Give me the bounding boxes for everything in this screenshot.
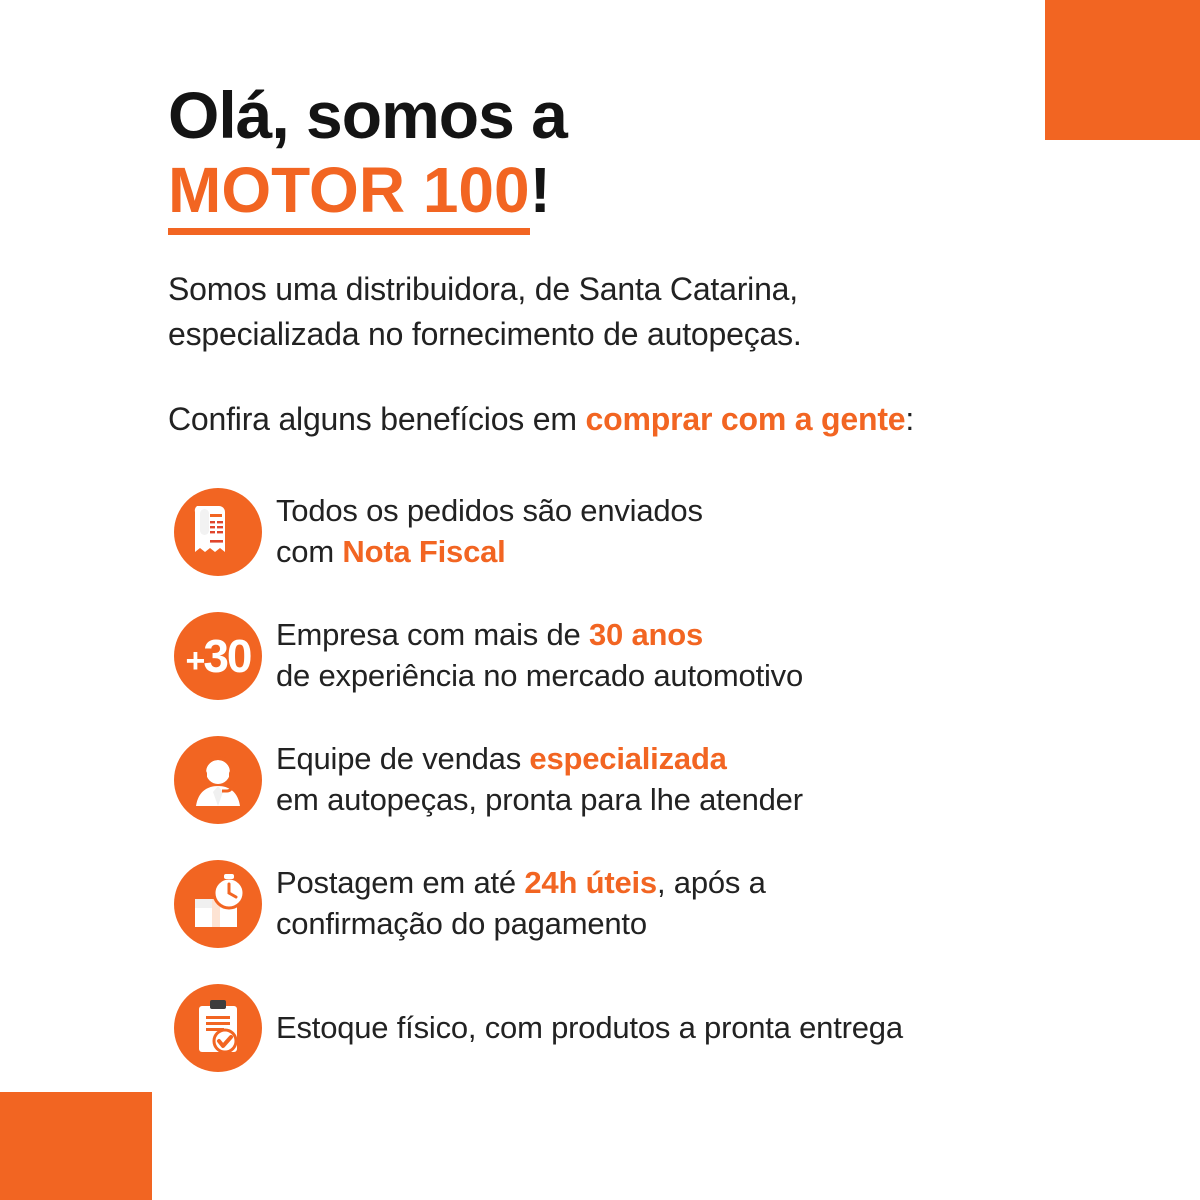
list-item: [168, 980, 1098, 1076]
page-title-line2: [168, 154, 1098, 227]
benefit-icon-wrap: [168, 860, 268, 948]
benefit-text: [268, 863, 766, 945]
list-item: [168, 856, 1098, 952]
benefit-text: [268, 615, 803, 697]
benefit-line2: confirmação do pagamento: [276, 906, 647, 942]
package-stopwatch-icon: [174, 860, 262, 948]
benefit-text: [268, 739, 803, 821]
benefit-line2: em autopeças, pronta para lhe atender: [276, 782, 803, 818]
benefits-lead-highlight: comprar com a gente: [585, 401, 906, 438]
intro-line2: especializada no fornecimento de autopeças.: [168, 315, 802, 352]
benefit-text: [268, 1008, 903, 1049]
benefit-line1-prefix: Empresa com mais de: [276, 617, 589, 653]
benefit-line1-suffix: , após a: [656, 865, 766, 901]
benefit-icon-wrap: [168, 984, 268, 1072]
benefit-line1: Estoque físico, com produtos a pronta entrega: [276, 1009, 903, 1045]
intro-line1: Somos uma distribuidora, de Santa Catarina,: [168, 270, 798, 307]
clipboard-check-icon: [174, 984, 262, 1072]
benefit-line2-prefix: com: [276, 534, 343, 570]
benefit-line1-prefix: Equipe de vendas: [276, 741, 530, 777]
benefit-icon-wrap: [168, 612, 268, 700]
benefit-line1-highlight: 24h úteis: [524, 865, 657, 901]
benefit-text: [268, 491, 703, 573]
benefit-line1-highlight: 30 anos: [589, 617, 704, 653]
list-item: [168, 732, 1098, 828]
benefit-line2-highlight: Nota Fiscal: [342, 534, 506, 570]
plus-30-badge-icon: [174, 612, 262, 700]
brand-name: MOTOR 100: [168, 154, 530, 235]
benefits-list: [168, 484, 1098, 1076]
benefit-line1-highlight: especializada: [529, 741, 727, 777]
list-item: [168, 484, 1098, 580]
page-title-line1: Olá, somos a: [168, 78, 567, 152]
decorative-square-bottom-left: [0, 1092, 152, 1200]
content-column: [168, 78, 1098, 1104]
benefit-line1: Todos os pedidos são enviados: [276, 493, 703, 529]
list-item: [168, 608, 1098, 704]
badge-plus-sign: +: [185, 642, 204, 681]
intro-paragraph: [168, 267, 1098, 358]
benefit-line2: de experiência no mercado automotivo: [276, 658, 804, 694]
benefit-icon-wrap: [168, 488, 268, 576]
sales-agent-headset-icon: [174, 736, 262, 824]
benefit-line1-prefix: Postagem em até: [276, 865, 525, 901]
brand-exclamation: !: [529, 154, 551, 227]
benefit-icon-wrap: [168, 736, 268, 824]
receipt-icon: [174, 488, 262, 576]
benefits-lead-in: [168, 397, 1098, 442]
benefits-lead-prefix: Confira alguns benefícios em: [168, 401, 586, 438]
benefits-lead-suffix: :: [905, 401, 915, 438]
badge-number: 30: [203, 630, 251, 683]
